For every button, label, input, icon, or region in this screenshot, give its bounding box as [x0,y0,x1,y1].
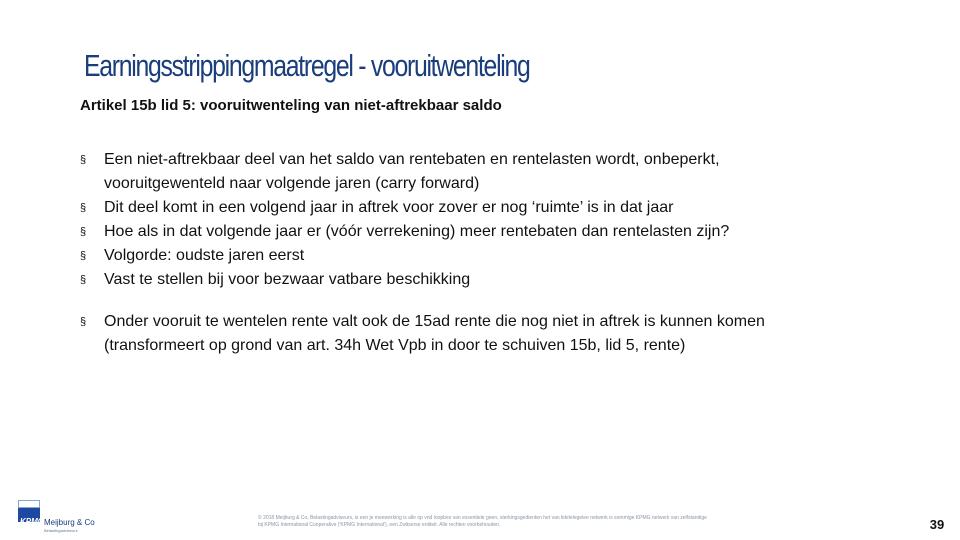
bullet-item [80,310,840,358]
kpmg-logo-icon [18,508,44,526]
bullet-item [80,196,840,220]
bullet-item [80,244,840,268]
bullet-text: Onder vooruit te wentelen rente valt ook de 15ad rente die nog niet in aftrek is kunnen komen (transformeert op grond van art. 34h Wet Vpb in door te schuiven 15b, lid 5, rente) [104,313,765,354]
bullet-text: Volgorde: oudste jaren eerst [104,247,305,264]
bullet-icon: § [80,202,87,214]
bullet-item [80,268,840,292]
logo-kpmg-text: KPMG [20,517,44,526]
copyright-notice: © 2018 Meijburg & Co, Belastingadviseurs, is een je meewerking is alle op vnd loopbes van essentiele geen, sterkingsgedienten het van lidelelegelee netwerk is sommige KPMG netwerk van zelfstandige bij KPMG International Cooperative ('KPMG International'), een Zwitserse entiteit. Alle rechten voorbehouden. [258,515,707,528]
kpmg-meijburg-logo [18,500,98,536]
bullet-icon: § [80,154,87,166]
bullet-list-secondary [80,310,840,358]
bullet-list-main [80,148,840,292]
bullet-text: Een niet-aftrekbaar deel van het saldo van rentebaten en rentelasten wordt, onbeperkt, vooruitgewenteld naar volgende jaren (carry forward) [104,151,720,192]
slide-title: Earningsstrippingmaatregel - vooruitwenteling [84,48,530,83]
bullet-text: Vast te stellen bij voor bezwaar vatbare beschikking [104,271,471,288]
bullet-icon: § [80,250,87,262]
logo-grid-icon [18,500,40,508]
logo-company-name: Meijburg & Co [44,518,95,527]
bullet-icon: § [80,316,87,328]
slide-subtitle: Artikel 15b lid 5: vooruitwenteling van niet-aftrekbaar saldo [80,97,502,114]
bullet-text: Dit deel komt in een volgend jaar in aftrek voor zover er nog ‘ruimte’ is in dat jaar [104,199,674,216]
logo-company-sub: Belastingadviseurs [44,528,78,533]
bullet-item [80,220,840,244]
bullet-icon: § [80,274,87,286]
bullet-item [80,148,840,196]
bullet-icon: § [80,226,87,238]
page-number: 39 [929,517,945,532]
bullet-text: Hoe als in dat volgende jaar er (vóór verrekening) meer rentebaten dan rentelasten zijn? [104,223,730,240]
